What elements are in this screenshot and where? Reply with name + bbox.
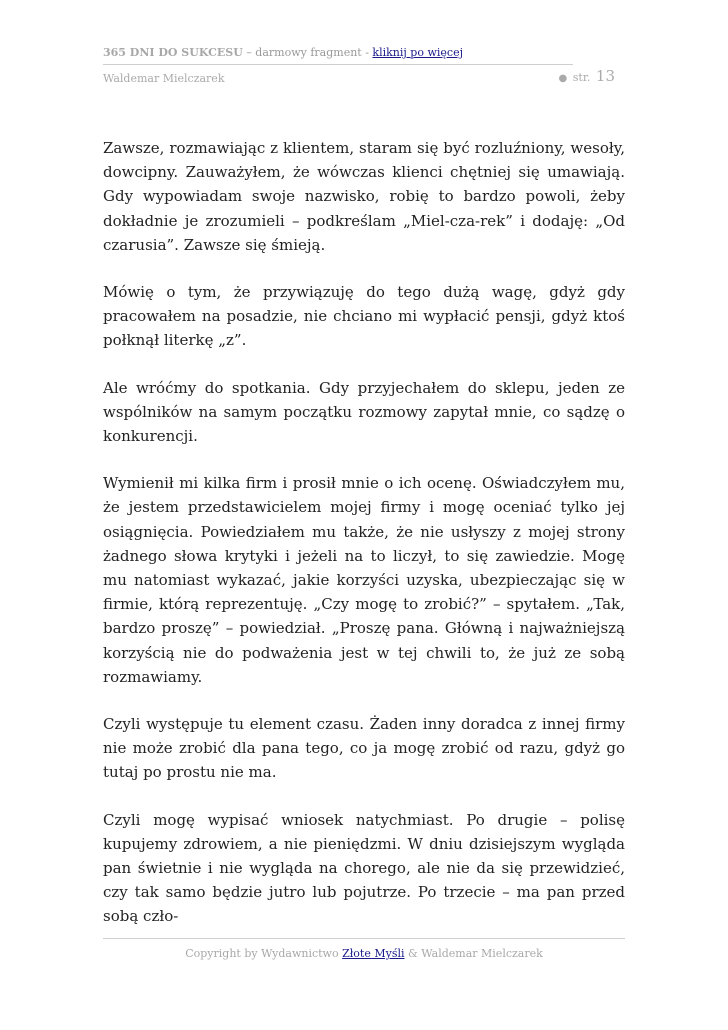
paragraph: Czyli występuje tu element czasu. Żaden inny doradca z innej firmy nie może zrobić dla pana tego, co ja mogę zrobić od razu, gdyż go tutaj po prostu nie ma.: [103, 715, 625, 782]
page-header: [103, 46, 623, 87]
page-number-value: 13: [595, 67, 615, 85]
more-link[interactable]: kliknij po więcej: [372, 46, 463, 59]
paragraph: Ale wróćmy do spotkania. Gdy przyjechałem do sklepu, jeden ze wspólników na samym początku rozmowy zapytał mnie, co sądzę o konkurencji.: [103, 378, 625, 446]
paragraph: Mówię o tym, że przywiązuję do tego dużą wagę, gdyż gdy pracowałem na posadzie, nie chciano mi wypłacić pensji, gdyż ktoś połknął literkę „z”.: [103, 283, 625, 350]
page-number: [559, 68, 615, 87]
page-label: str.: [572, 71, 591, 84]
body-text: [103, 136, 625, 952]
bullet-icon: ●: [558, 73, 568, 84]
paragraph: Czyli mogę wypisać wniosek natychmiast. Po drugie – polisę kupujemy zdrowiem, a nie pieniędzmi. W dniu dzisiejszym wygląda pan świetnie i nie wygląda na chorego, ale nie da się przewidzieć, czy tak samo będzie jutro lub pojutrze. Po trzecie – ma pan przed sobą czło-: [103, 810, 625, 926]
paragraph: Zawsze, rozmawiając z klientem, staram się być rozluźniony, wesoły, dowcipny. Zauważyłem, że wówczas klienci chętniej się umawiają. Gdy wypowiadam swoje nazwisko, robię to bardzo powoli, żeby dokładnie je zrozumieli – podkreślam „Miel-cza-rek” i dodaję: „Od czarusia”. Zawsze się śmieją.: [103, 139, 625, 254]
author-name: Waldemar Mielczarek: [103, 72, 225, 85]
header-separator: – darmowy fragment -: [242, 46, 373, 59]
copyright-suffix: & Waldemar Mielczarek: [404, 947, 543, 960]
book-title: 365 DNI DO SUKCESU: [103, 46, 243, 59]
copyright-prefix: Copyright by Wydawnictwo: [185, 947, 343, 960]
header-title-line: [103, 46, 573, 65]
publisher-link[interactable]: Złote Myśli: [342, 947, 405, 960]
page-footer: [103, 938, 625, 960]
paragraph: Wymienił mi kilka firm i prosił mnie o ich ocenę. Oświadczyłem mu, że jestem przedstawicielem mojej firmy i mogę oceniać tylko jej osiągnięcia. Powiedziałem mu także, że nie usłyszy z mojej strony żadnego słowa krytyki i jeżeli na to liczył, to się zawiedzie. Mogę mu natomiast wykazać, jakie korzyści uzyska, ubezpieczając się w firmie, którą reprezentuję. „Czy mogę to zrobić?” – spytałem. „Tak, bardzo proszę” – powiedział. „Proszę pana. Główną i najważniejszą korzyścią nie do podważenia jest w tej chwili to, że już ze sobą rozmawiamy.: [103, 474, 625, 686]
header-author-line: [103, 67, 623, 87]
